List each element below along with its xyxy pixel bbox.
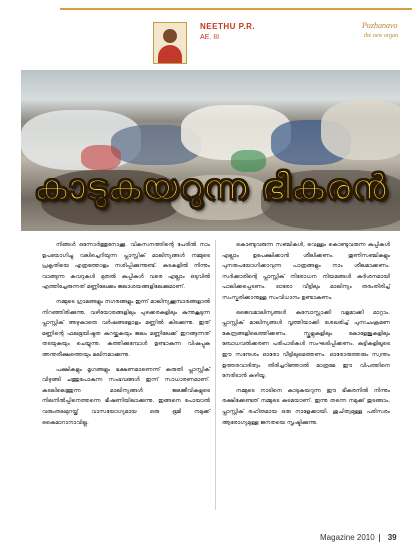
article-column-right <box>222 240 390 432</box>
author-name: NEETHU P.R. <box>200 22 256 31</box>
page-header <box>0 0 420 70</box>
article-paragraph: നിങ്ങൾ ഒന്നോർത്തുനോക്കൂ. വികസനത്തിന്റെ പേരിൽ നാം ഉപയോഗിച്ചു വലിച്ചെറിയുന്ന പ്ലാസ്റ്റിക് മാലിന്യങ്ങൾ നമ്മുടെ പ്രകൃതിയെ എത്രത്തോളം നശിപ്പിക്കുന്നുണ്ട്. കടകളിൽ നിന്നും വാങ്ങുന്ന കവറുകൾ മുതൽ കുപ്പികൾ വരെ എല്ലാം ഒടുവിൽ എത്തിച്ചേരുന്നത് മണ്ണിലേക്കും ജലാശയങ്ങളിലേക്കുമാണ്. <box>42 242 210 291</box>
author-photo-head <box>163 29 177 43</box>
footer-separator <box>379 534 380 542</box>
page-number: 39 <box>387 533 397 542</box>
article-paragraph: കൊണ്ടുവരുന്ന സഞ്ചികൾ, വെള്ളം കൊണ്ടുവരുന്ന കുപ്പികൾ എല്ലാം ഉപേക്ഷിക്കാൻ ശീലിക്കണം. തുണിസഞ്ചികളും പുനരുപയോഗിക്കാവുന്ന പാത്രങ്ങളും നാം ശീലമാക്കണം. സർക്കാരിന്റെ പ്ലാസ്റ്റിക് നിരോധന നിയമങ്ങൾ കർശനമായി പാലിക്കപ്പെടണം. ഓരോ വീട്ടിലും മാലിന്യം തരംതിരിച്ച് സംസ്കരിക്കാനുള്ള സംവിധാനം ഉണ്ടാകണം. <box>222 242 390 301</box>
footer-magazine: Magazine 2010 <box>320 533 375 542</box>
author-class: AE. III <box>200 34 220 41</box>
trash-pile <box>81 145 121 170</box>
article-paragraph: ജൈവമാലിന്യങ്ങൾ കമ്പോസ്റ്റാക്കി വളമാക്കി മാറ്റാം. പ്ലാസ്റ്റിക് മാലിന്യങ്ങൾ വൃത്തിയാക്കി ശേഖരിച്ച് പുനഃചംക്രമണ കേന്ദ്രങ്ങളിലെത്തിക്കണം. സ്കൂളുകളിലും കോളേജുകളിലും ബോധവൽക്കരണ പരിപാടികൾ സംഘടിപ്പിക്കണം. കുട്ടികളിലൂടെ ഈ സന്ദേശം ഓരോ വീട്ടിലുമെത്തണം. ഓരോരുത്തരും സ്വന്തം ഉത്തരവാദിത്വം തിരിച്ചറിഞ്ഞാൽ മാത്രമേ ഈ വിപത്തിനെ നേരിടാൻ കഴിയൂ. <box>222 309 390 380</box>
article-paragraph: നമ്മുടെ ഗ്രാമങ്ങളും നഗരങ്ങളും ഇന്ന് മാലിന്യക്കൂമ്പാരങ്ങളാൽ നിറഞ്ഞിരിക്കുന്നു. വഴിയോരങ്ങളിലും പുഴക്കരകളിലും കുന്നുകൂടുന്ന പ്ലാസ്റ്റിക് അഴുകാതെ വർഷങ്ങളോളം മണ്ണിൽ കിടക്കുന്നു. ഇത് മണ്ണിന്റെ ഫലഭൂയിഷ്ഠത കുറയ്ക്കുകയും ജലം മണ്ണിലേക്ക് ഇറങ്ങുന്നത് തടയുകയും ചെയ്യുന്നു. കത്തിക്കുമ്പോൾ ഉണ്ടാകുന്ന വിഷപ്പുക അന്തരീക്ഷത്തെയും മലിനമാക്കുന്നു. <box>42 298 210 358</box>
page-footer <box>320 533 397 542</box>
magazine-brand: Puzhanavo <box>362 21 398 30</box>
column-divider <box>215 240 216 510</box>
article-title: കാടുകയറുന്ന ഭീകരൻ <box>33 168 388 208</box>
magazine-tagline: the new organ <box>364 33 399 39</box>
trash-pile <box>321 100 400 160</box>
article-column-left <box>42 240 210 432</box>
article-paragraph: നമ്മുടെ നാടിനെ കാടുകയറുന്ന ഈ ഭീകരനിൽ നിന്നും രക്ഷിക്കേണ്ടത് നമ്മുടെ കടമയാണ്. ഇന്നു തന്നെ നമുക്ക് തുടങ്ങാം, പ്ലാസ്റ്റിക് രഹിതമായ ഒരു നാളേക്കായി. ശുചിത്വമുള്ള പരിസരം ആരോഗ്യമുള്ള ജനതയെ സൃഷ്ടിക്കുന്നു. <box>222 387 390 426</box>
author-photo-body <box>158 45 182 64</box>
header-rule <box>60 8 412 10</box>
author-photo <box>153 22 187 64</box>
article-paragraph: പക്ഷികളും മൃഗങ്ങളും ഭക്ഷണമാണെന്ന് കരുതി പ്ലാസ്റ്റിക് വിഴുങ്ങി ചത്തുപോകുന്ന സംഭവങ്ങൾ ഇന്ന് സാധാരണമാണ്. കടലിലെത്തുന്ന മാലിന്യങ്ങൾ ജലജീവികളുടെ നിലനിൽപ്പിനെത്തന്നെ ഭീഷണിയിലാക്കുന്നു. ഇങ്ങനെ പോയാൽ വരുംതലമുറയ്ക്ക് വാസയോഗ്യമായ ഒരു ഭൂമി നമുക്ക് കൈമാറാനാവില്ല. <box>42 366 210 426</box>
